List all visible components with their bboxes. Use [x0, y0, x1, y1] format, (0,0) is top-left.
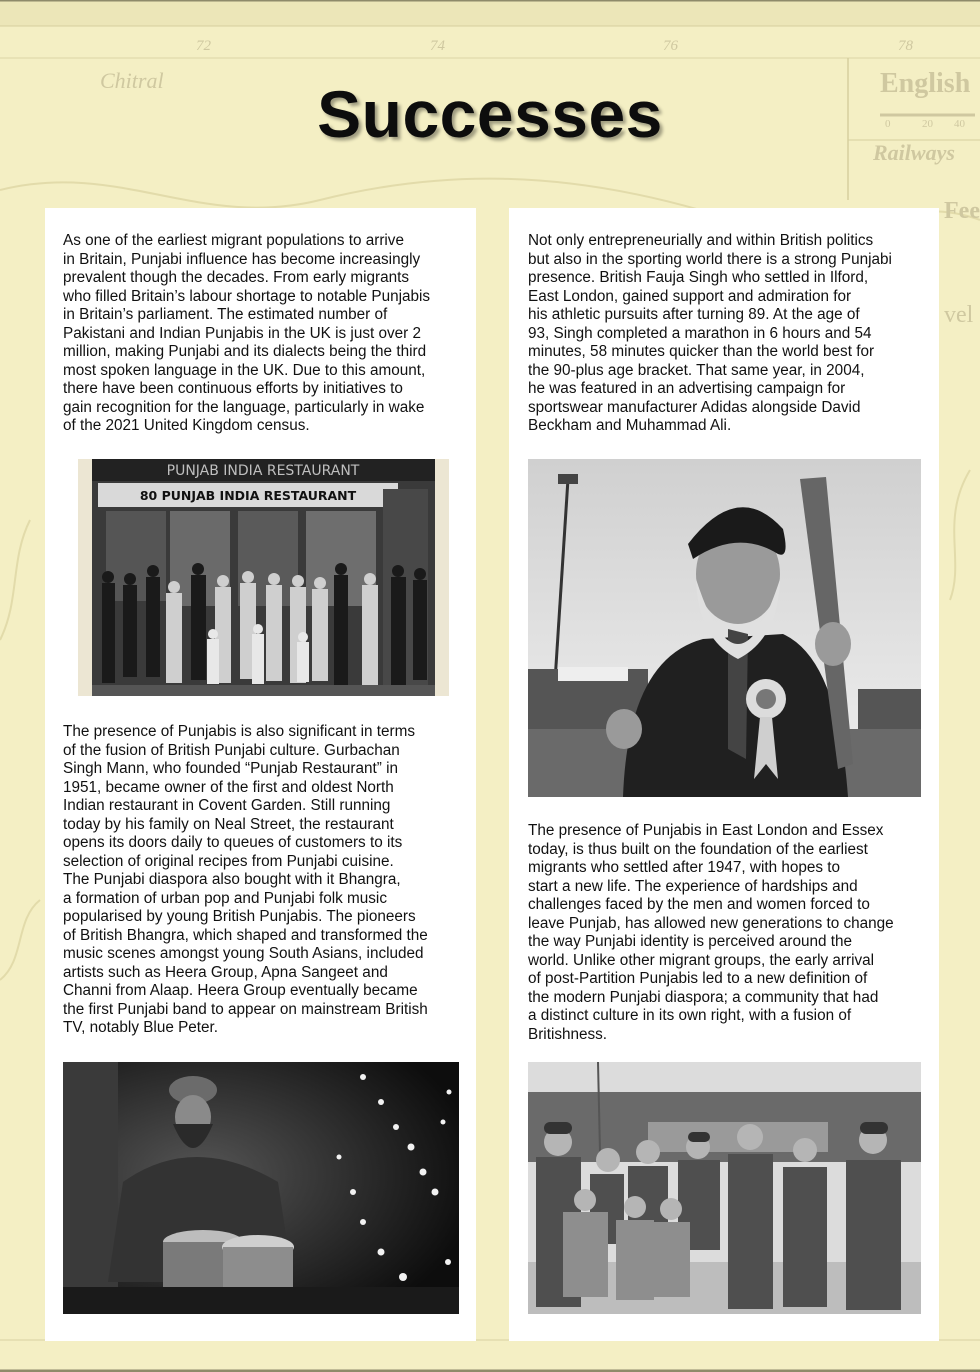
- svg-text:Railways: Railways: [873, 140, 955, 165]
- right-column-panel: [509, 208, 939, 1341]
- page-title: Successes: [317, 77, 663, 151]
- svg-text:20: 20: [922, 118, 933, 130]
- svg-text:0: 0: [885, 118, 891, 130]
- intro-paragraph: As one of the earliest migrant populations to arrive in Britain, Punjabi influence has become increasingly prevalent though the decades. From early migrants who filled Britain’s labour shortage to notable Punjabis in Britain’s parliament. The estimated number of Pakistani and Indian Punjabis in the UK is just over 2 million, making Punjabi and its dialects being the third most spoken language in the UK. Due to this amount, there have been continuous efforts by initiatives to gain recognition for the language, particularly in wake of the 2021 United Kingdom census.: [63, 232, 431, 434]
- svg-text:Fee: Fee: [944, 198, 980, 224]
- svg-text:80 PUNJAB INDIA RESTAURANT: 80 PUNJAB INDIA RESTAURANT: [139, 488, 357, 503]
- community-group-photo: [528, 1062, 921, 1314]
- svg-text:PUNJAB INDIA RESTAURANT: PUNJAB INDIA RESTAURANT: [166, 463, 360, 479]
- sport-paragraph: Not only entrepreneurially and within British politics but also in the sporting world there is a strong Punjabi presence. British Fauja Singh who settled in Ilford, East London, gained support and admiration for his athletic pursuits after turning 89. At the age of 93, Singh completed a marathon in 6 hours and 54 minutes, 58 minutes quicker than the world best for the 90-plus age bracket. That same year, in 2004, he was featured in an advertising campaign for sportswear manufacturer Adidas alongside David Beckham and Muhammad Ali.: [528, 232, 892, 434]
- svg-text:vel: vel: [944, 302, 974, 328]
- culture-paragraph: The presence of Punjabis is also significant in terms of the fusion of British Punjabi culture. Gurbachan Singh Mann, who founded “Punjab Restaurant” in 1951, became owner of the first and oldest North Indian restaurant in Covent Garden. Still running today by his family on Neal Street, the restaurant opens its doors daily to queues of customers to its selection of original recipes from Punjabi cuisine. The Punjabi diaspora also bought with it Bhangra, a formation of urban pop and Punjabi folk music popularised by young British Punjabis. The pioneers of British Bhangra, which shaped and transformed the music scenes amongst young South Asians, included artists such as Heera Group, Apna Sangeet and Channi from Alaap. Heera Group eventually became the first Punjabi band to appear on mainstream British TV, notably Blue Peter.: [63, 723, 428, 1036]
- fauja-singh-photo: [528, 459, 921, 797]
- svg-text:40: 40: [954, 118, 965, 130]
- left-column-panel: [45, 208, 476, 1341]
- svg-text:Chitral: Chitral: [100, 68, 164, 93]
- svg-text:72: 72: [196, 38, 211, 54]
- svg-text:74: 74: [430, 38, 445, 54]
- svg-text:English: English: [880, 68, 971, 99]
- svg-text:76: 76: [663, 38, 678, 54]
- diaspora-paragraph: The presence of Punjabis in East London and Essex today, is thus built on the foundation of the earliest migrants who settled after 1947, with hopes to start a new life. The experience of hardships and challenges faced by the men and women forced to leave Punjab, has allowed new generations to change the way Punjabi identity is perceived around the world. Unlike other migrant groups, the early arrival of post-Partition Punjabis led to a new definition of the modern Punjabi diaspora; a community that had a distinct culture in its own right, with a fusion of Britishness.: [528, 822, 894, 1043]
- restaurant-group-photo: [78, 459, 449, 696]
- tabla-player-photo: [63, 1062, 459, 1314]
- svg-text:78: 78: [898, 38, 913, 54]
